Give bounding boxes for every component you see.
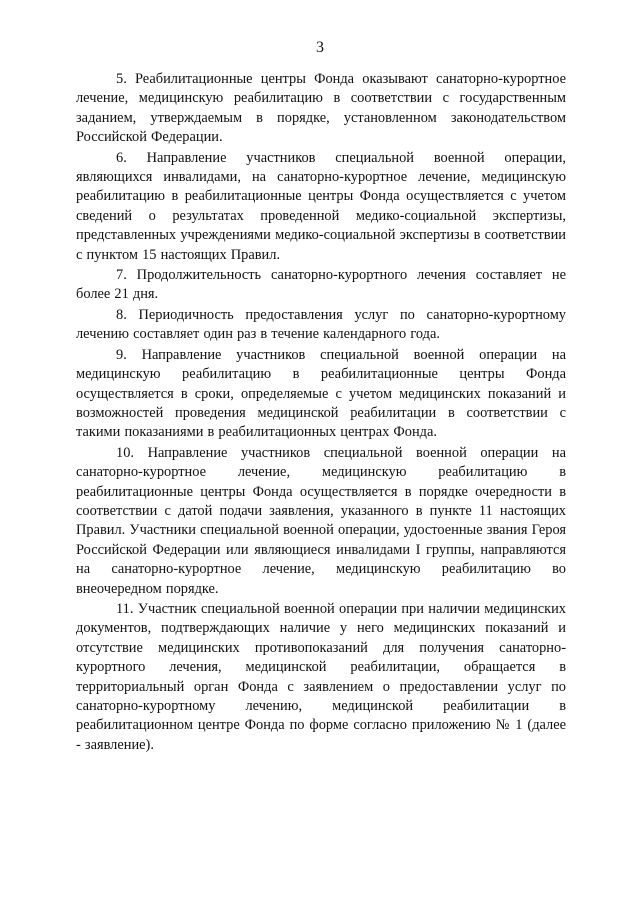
- paragraph-10: 10. Направление участников специальной военной операции на санаторно-курортное лечение, медицинскую реабилитацию в реабилитационные центры Фонда осуществляется в порядке очередности в соответствии с датой подачи заявления, указанного в пункте 11 настоящих Правил. Участники специальной военной операции, удостоенные звания Героя Российской Федерации или являющиеся инвалидами I группы, направляются на санаторно-курортное лечение, медицинскую реабилитацию во внеочередном порядке.: [76, 444, 566, 597]
- paragraph-8: 8. Периодичность предоставления услуг по санаторно-курортному лечению составляет один раз в течение календарного года.: [76, 306, 566, 343]
- paragraph-9: 9. Направление участников специальной военной операции на медицинскую реабилитацию в реабилитационные центры Фонда осуществляется в сроки, определяемые с учетом медицинских показаний и возможностей проведения медицинской реабилитации в соответствии с такими показаниями в реабилитационных центрах Фонда.: [76, 346, 566, 441]
- paragraph-7: 7. Продолжительность санаторно-курортного лечения составляет не более 21 дня.: [76, 267, 566, 303]
- document-body: [76, 70, 566, 756]
- paragraph-6: 6. Направление участников специальной военной операции, являющихся инвалидами, на санаторно-курортное лечение, медицинскую реабилитацию в реабилитационные центры Фонда осуществляется с учетом сведений о результатах проведенной медико-социальной экспертизы, представленных учреждениями медико-социальной экспертизы в соответствии с пунктом 15 настоящих Правил.: [76, 149, 566, 263]
- paragraph-11: 11. Участник специальной военной операции при наличии медицинских документов, подтверждающих наличие у него медицинских показаний и отсутствие медицинских противопоказаний для получения санаторно-курортного лечения, медицинской реабилитации, обращается в территориальный орган Фонда с заявлением о предоставлении услуг по санаторно-курортному лечению, медицинской реабилитации в реабилитационном центре Фонда по форме согласно приложению № 1 (далее - заявление).: [76, 600, 566, 753]
- paragraph-5: 5. Реабилитационные центры Фонда оказывают санаторно-курортное лечение, медицинскую реабилитацию в соответствии с государственным заданием, утверждаемым в порядке, установленном законодательством Российской Федерации.: [76, 71, 566, 146]
- page-number: 3: [316, 39, 324, 56]
